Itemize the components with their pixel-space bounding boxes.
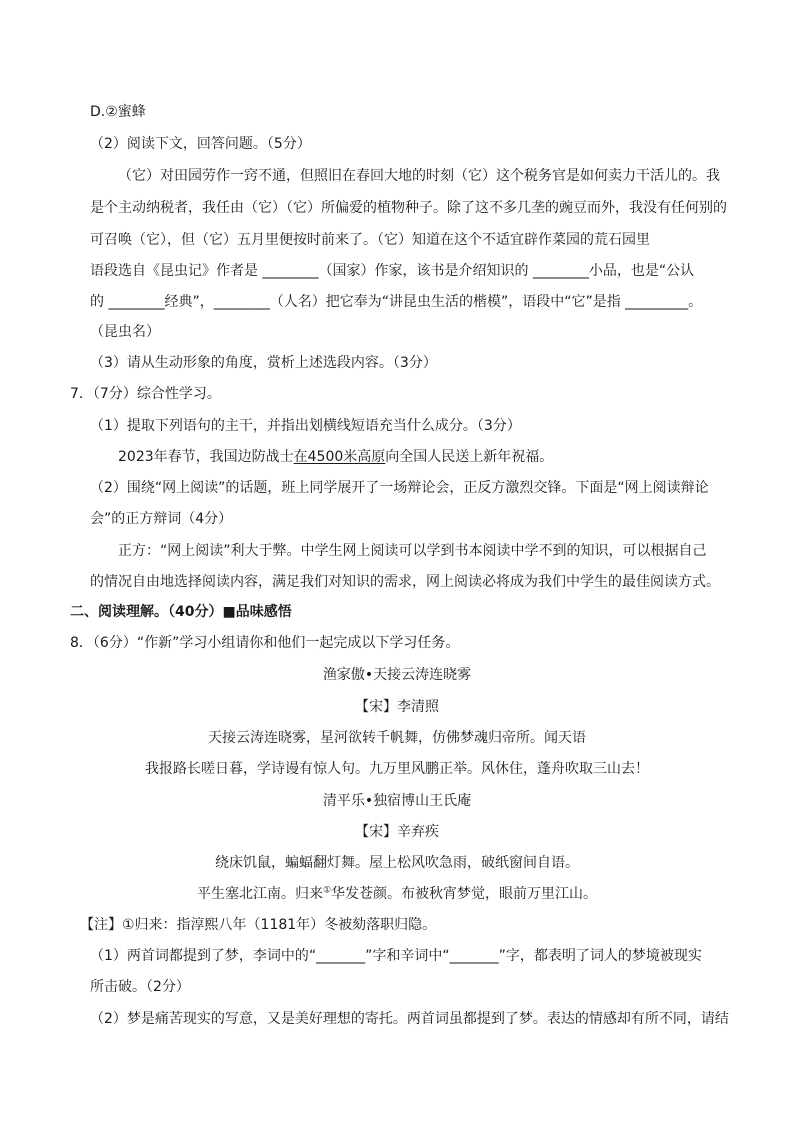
underlined-phrase: 在4500米高原 (293, 449, 386, 465)
sentence-to-analyze (118, 447, 553, 467)
sentence-part-2: 向全国人民送上新年祝福。 (385, 449, 554, 465)
question-7: 7．（7分）综合性学习。 (70, 386, 221, 402)
poem-2-title: 清平乐•独宿博山王氏庵 (322, 793, 472, 809)
passage-line-1: （它）对田园劳作一窍不通，但照旧在春回大地的时刻（它）这个税务官是如何卖力干活儿的。我 (118, 168, 720, 184)
fill-blank-line-1: 语段选自《昆虫记》作者是 ________（国家）作家，该书是介绍知识的 ________小品，也是“公认 (90, 263, 695, 279)
footnote-marker: ① (322, 885, 332, 896)
question-8-2: （2）梦是痛苦现实的写意，又是美好理想的寄托。两首词虽都提到了梦。表达的情感却有所不同，请结 (90, 1011, 729, 1027)
insect-name-hint: （昆虫名） (90, 324, 160, 340)
poem-2-line-2-part-2: 华发苍颜。布被秋宵梦觉，眼前万里江山。 (331, 886, 598, 902)
debate-text-line-2: 的情况自由地选择阅读内容，满足我们对知识的需求，网上阅读必将成为我们中学生的最佳阅读方式。 (90, 574, 720, 590)
section-heading-reading: 二、阅读理解。（40分）■品味感悟 (70, 604, 292, 620)
debate-text-line-1: 正方：“网上阅读”利大于弊。中学生网上阅读可以学到书本阅读中学不到的知识，可以根据自己 (118, 543, 707, 559)
poem-1-author: 【宋】李清照 (355, 699, 439, 715)
sentence-part-1: 2023年春节，我国边防战士 (118, 449, 294, 465)
question-7-1: （1）提取下列语句的主干，并指出划横线短语充当什么成分。（3分） (90, 418, 521, 434)
poem-2-line-1: 绕床饥鼠，蝙蝠翻灯舞。屋上松风吹急雨，破纸窗间自语。 (215, 855, 579, 871)
question-6-3: （3）请从生动形象的角度，赏析上述选段内容。（3分） (90, 355, 437, 371)
question-8: 8．（6分）“作新”学习小组请你和他们一起完成以下学习任务。 (70, 635, 460, 651)
poem-2-line-2-part-1: 平生塞北江南。归来 (196, 886, 323, 902)
poem-2-author: 【宋】辛弃疾 (355, 824, 439, 840)
poem-1-line-1: 天接云涛连晓雾，星河欲转千帆舞，仿佛梦魂归帝所。闻天语 (208, 730, 586, 746)
poem-note: 【注】①归来：指淳熙八年（1181年）冬被劾落职归隐。 (80, 917, 437, 933)
question-7-2-line-1: （2）围绕“网上阅读”的话题，班上同学展开了一场辩论会，正反方激烈交锋。下面是“网上阅读辩论 (90, 480, 709, 496)
question-8-1-line-1: （1）两首词都提到了梦，李词中的“_______”字和辛词中“_______”字，都表明了词人的梦境被现实 (90, 948, 702, 964)
poem-2-line-2 (0, 884, 794, 904)
question-7-2-line-2: 会”的正方辩词（4分） (90, 511, 233, 527)
passage-line-3: 可召唤（它），但（它）五月里便按时前来了。（它）知道在这个不适宜辟作菜园的荒石园里 (90, 232, 650, 248)
poem-1-title: 渔家傲•天接云涛连晓雾 (322, 667, 472, 683)
option-d: D.②蜜蜂 (90, 104, 146, 120)
question-6-2: （2）阅读下文，回答问题。（5分） (90, 136, 311, 152)
passage-line-2: 是个主动纳税者，我任由（它）（它）所偏爱的植物种子。除了这不多几垄的豌豆而外，我没有任何别的 (90, 200, 727, 216)
poem-1-line-2: 我报路长嗟日暮，学诗谩有惊人句。九万里风鹏正举。风休住，蓬舟吹取三山去！ (145, 761, 649, 777)
question-8-1-line-2: 所击破。（2分） (90, 979, 190, 995)
fill-blank-line-2: 的 ________经典”，________（人名）把它奉为“讲昆虫生活的楷模”，语段中“它”是指 _________。 (90, 294, 703, 310)
